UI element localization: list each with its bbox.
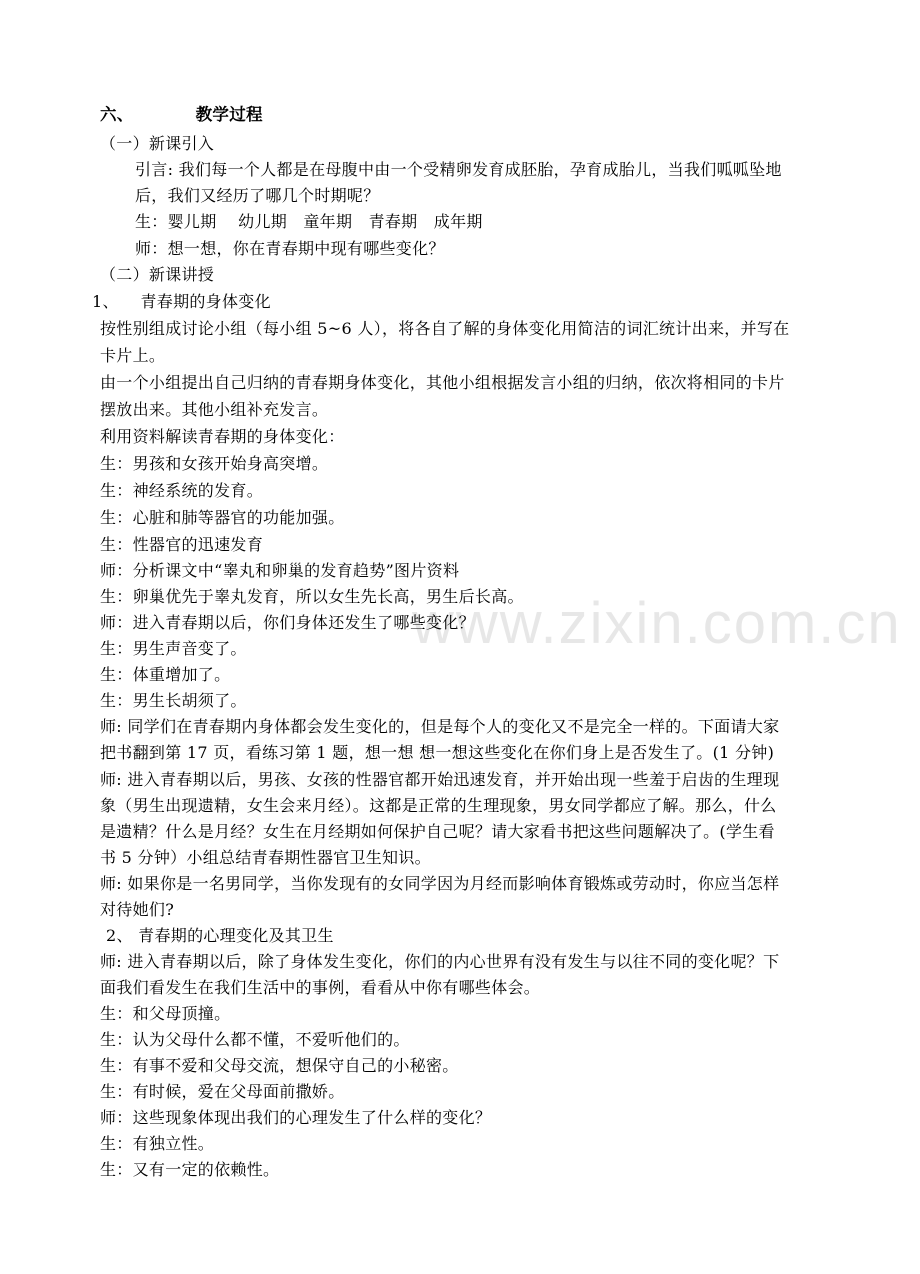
dialogue-line: 生：和父母顶撞。 xyxy=(100,1004,231,1023)
paragraph-line: 师: 如果你是一名男同学，当你发现有的女同学因为月经而影响体育锻炼或劳动时，你应当怎样 xyxy=(100,874,780,893)
dialogue-line: 生：有时候，爱在父母面前撒娇。 xyxy=(100,1082,345,1101)
watermark: www.zixin.com.cn xyxy=(412,591,902,656)
dialogue-line: 生：男生声音变了。 xyxy=(100,639,247,658)
paragraph-line: 象（男生出现遗精，女生会来月经）。这都是正常的生理现象，男女同学都应了解。那么，什么 xyxy=(100,796,777,815)
dialogue-line: 生：有独立性。 xyxy=(100,1134,215,1153)
paragraph-line: 摆放出来。其他小组补充发言。 xyxy=(100,400,329,419)
dialogue-line: 师：想一想，你在青春期中现有哪些变化？ xyxy=(135,239,445,258)
paragraph-line: 是遗精？什么是月经？女生在月经期如何保护自己呢？请大家看书把这些问题解决了。(学生看 xyxy=(100,822,775,841)
section-heading xyxy=(100,102,830,128)
subheading-lecture: （二）新课讲授 xyxy=(100,265,215,284)
dialogue-line: 生：男生长胡须了。 xyxy=(100,691,247,710)
dialogue-line: 生：卵巢优先于睾丸发育，所以女生先长高，男生后长高。 xyxy=(100,587,524,606)
dialogue-line: 生：男孩和女孩开始身高突增。 xyxy=(100,454,329,473)
dialogue-line: 生：神经系统的发育。 xyxy=(100,481,264,500)
dialogue-line: 生：认为父母什么都不懂，不爱听他们的。 xyxy=(100,1030,410,1049)
dialogue-line: 师：分析课文中“睾丸和卵巢的发育趋势”图片资料 xyxy=(100,561,460,580)
dialogue-line: 生：体重增加了。 xyxy=(100,665,231,684)
section-title: 教学过程 xyxy=(195,105,263,124)
paragraph-line: 卡片上。 xyxy=(100,346,166,365)
dialogue-line: 师：这些现象体现出我们的心理发生了什么样的变化？ xyxy=(100,1108,492,1127)
section-number: 六、 xyxy=(100,105,134,124)
paragraph-line: 后，我们又经历了哪几个时期呢？ xyxy=(135,186,380,205)
paragraph-line: 对待她们? xyxy=(100,900,175,919)
paragraph-line: 引言: 我们每一个人都是在母腹中由一个受精卵发育成胚胎，孕育成胎儿，当我们呱呱坠地 xyxy=(135,160,782,179)
topic-heading: 2、 青春期的心理变化及其卫生 xyxy=(106,926,334,945)
paragraph-line: 面我们看发生在我们生活中的事例，看看从中你有哪些体会。 xyxy=(100,978,541,997)
dialogue-line: 生：性器官的迅速发育 xyxy=(100,535,264,554)
paragraph-line: 师: 进入青春期以后，除了身体发生变化，你们的内心世界有没有发生与以往不同的变化呢？下 xyxy=(100,952,780,971)
dialogue-line: 生：婴儿期 幼儿期 童年期 青春期 成年期 xyxy=(135,212,483,231)
subheading-intro: （一）新课引入 xyxy=(100,134,215,153)
dialogue-line: 生：有事不爱和父母交流，想保守自己的小秘密。 xyxy=(100,1056,459,1075)
dialogue-line: 师：进入青春期以后，你们身体还发生了哪些变化？ xyxy=(100,613,475,632)
paragraph-line: 师: 进入青春期以后，男孩、女孩的性器官都开始迅速发育，并开始出现一些羞于启齿的生理现 xyxy=(100,770,780,789)
paragraph-line: 把书翻到第 17 页，看练习第 1 题，想一想 想一想这些变化在你们身上是否发生了。(1 分钟) xyxy=(100,743,775,762)
paragraph-line: 利用资料解读青春期的身体变化： xyxy=(100,427,345,446)
paragraph-line: 师: 同学们在青春期内身体都会发生变化的，但是每个人的变化又不是完全一样的。下面请大家 xyxy=(100,717,780,736)
dialogue-line: 生：心脏和肺等器官的功能加强。 xyxy=(100,508,345,527)
paragraph-line: 书 5 分钟）小组总结青春期性器官卫生知识。 xyxy=(100,848,431,867)
topic-heading: 1、 青春期的身体变化 xyxy=(92,292,271,311)
paragraph-line: 由一个小组提出自己归纳的青春期身体变化，其他小组根据发言小组的归纳，依次将相同的卡片 xyxy=(100,373,785,392)
paragraph-line: 按性别组成讨论小组（每小组 5~6 人），将各自了解的身体变化用简洁的词汇统计出来，并写在 xyxy=(100,319,790,338)
dialogue-line: 生：又有一定的依赖性。 xyxy=(100,1160,280,1179)
